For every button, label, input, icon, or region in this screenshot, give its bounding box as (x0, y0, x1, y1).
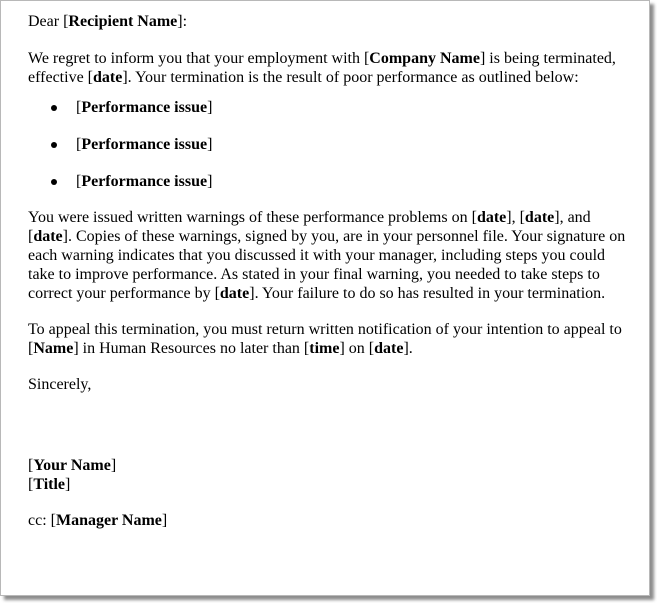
signature-title (28, 475, 628, 494)
termination-letter (28, 12, 628, 530)
bracket-close: ] (207, 136, 213, 153)
manager-name-placeholder: Manager Name (55, 512, 162, 529)
recipient-name-placeholder: Recipient Name (68, 13, 178, 30)
appeal-paragraph (28, 320, 628, 358)
warnings-paragraph (28, 208, 628, 303)
bracket-open: [ (76, 173, 82, 190)
intro-text: ]. Your termination is the result of poor performance as outlined below: (122, 69, 579, 86)
intro-text: We regret to inform you that your employment with [ (28, 50, 370, 67)
date-placeholder: date (374, 340, 404, 357)
hr-name-placeholder: Name (33, 340, 74, 357)
appeal-text: ] on [ (339, 340, 375, 357)
time-placeholder: time (309, 340, 340, 357)
warnings-text: ]. Your failure to do so has resulted in your termination. (249, 285, 606, 302)
salutation-suffix: ]: (177, 13, 188, 30)
intro-paragraph (28, 49, 628, 87)
bullet-icon (51, 179, 57, 185)
bracket-open: [ (28, 457, 34, 474)
salutation-prefix: Dear [ (28, 13, 69, 30)
warnings-text: You were issued written warnings of these performance problems on [ (28, 209, 477, 226)
cc-line (28, 511, 628, 530)
cc-suffix: ] (161, 512, 168, 529)
appeal-text: To appeal this termination, you must return written notification of your intention to appeal to [ (28, 321, 622, 357)
bracket-close: ] (207, 99, 213, 116)
performance-issues-list (28, 98, 628, 191)
performance-issue-placeholder: Performance issue (81, 173, 208, 190)
performance-issue-placeholder: Performance issue (81, 99, 208, 116)
bullet-icon (51, 105, 57, 111)
closing: Sincerely, (28, 376, 92, 393)
list-item (28, 135, 628, 154)
date-placeholder: date (476, 209, 507, 226)
company-name-placeholder: Company Name (369, 50, 480, 67)
date-placeholder: date (524, 209, 555, 226)
cc-prefix: cc: [ (28, 512, 56, 529)
title-placeholder: Title (33, 476, 66, 493)
date-placeholder: date (219, 285, 250, 302)
list-item (28, 98, 628, 117)
list-item (28, 172, 628, 191)
bracket-open: [ (76, 136, 82, 153)
date-placeholder: date (33, 228, 63, 245)
effective-date-placeholder: date (93, 69, 123, 86)
performance-issue-placeholder: Performance issue (81, 136, 208, 153)
bracket-close: ] (110, 457, 117, 474)
your-name-placeholder: Your Name (33, 457, 111, 474)
bracket-open: [ (76, 99, 82, 116)
bracket-close: ] (207, 173, 213, 190)
salutation (28, 12, 628, 31)
appeal-text: ] in Human Resources no later than [ (73, 340, 310, 357)
warnings-text: ], [ (506, 209, 525, 226)
bracket-open: [ (28, 476, 34, 493)
signature-name (28, 456, 628, 475)
intro-text: ] is being terminated, effective [ (28, 50, 616, 86)
appeal-text: ]. (403, 340, 413, 357)
bracket-close: ] (65, 476, 71, 493)
warnings-text: ]. Copies of these warnings, signed by you, are in your personnel file. Your signature on each warning indicates that you discussed it with your manager, including steps you could take to improve performance. As stated in your final warning, you needed to take steps to correct your performance by [ (28, 228, 626, 302)
warnings-text: ], and [ (28, 209, 591, 245)
bullet-icon (51, 142, 57, 148)
